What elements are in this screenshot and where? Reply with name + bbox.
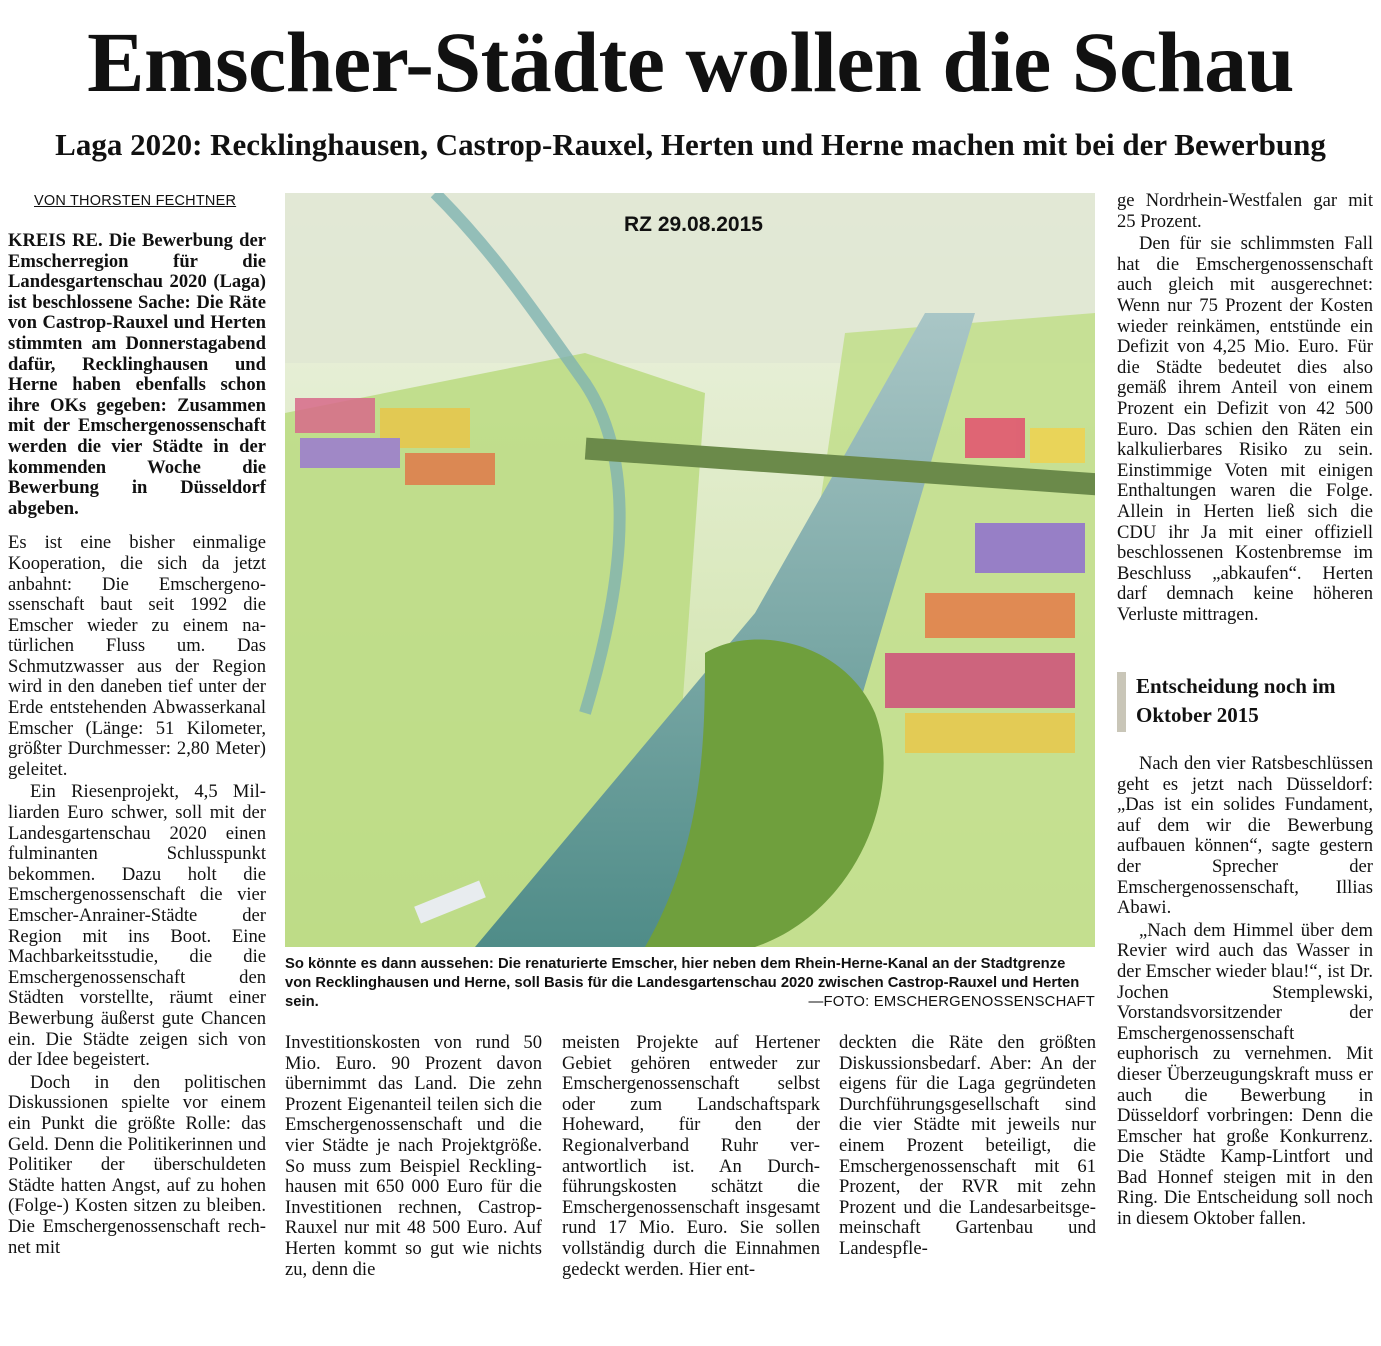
aerial-illustration: [285, 193, 1095, 947]
body-paragraph: „Nach dem Himmel über dem Revier wird auch das Wasser in der Emscher wieder blau!“, ist Dr. Jochen Stemplewski, Vorstandsvorsitzender der Emschergenossenschaft euphorisch zu vernehmen. Mit dieser Überzeugungskraft muss er auch die Bewerbung in Düsseldorf vorbringen: Denn die Emscher hat große Konkurrenz. Die Städte Kamp-Lintfort und Bad Honnef steigen mit in den Ring. Die Entscheidung soll noch in diesem Oktober fallen.: [1117, 919, 1373, 1230]
column-2: [285, 1033, 542, 1282]
body-paragraph: Ein Riesenprojekt, 4,5 Milliarden Euro schwer, soll mit der Landesgartenschau 2020 einen fulminanten Schlusspunkt bekommen. Dazu holt die Emschergenossenschaft die vier Emscher-Anrainer-Städte der Region mit ins Boot. Eine Machbarkeitsstudie, die die Emschergenossenschaft den Städten vorstellte, räumt einer Bewerbung äußerst gute Chancen ein. Die Städte zeigen sich von der Idee begeistert.: [8, 781, 266, 1071]
aerial-photo: [285, 193, 1095, 947]
subheadline: Laga 2020: Recklinghausen, Castrop-Rauxel, Herten und Herne machen mit bei der Bewerbung: [55, 127, 1326, 162]
body-paragraph: Investitionskosten von rund 50 Mio. Euro. 90 Prozent davon übernimmt das Land. Die zehn Prozent Eigenanteil teilen sich die Emschergenossenschaft und die vier Städte je nach Projektgröße. So muss zum Beispiel Recklinghausen mit 650 000 Euro für die Investitionen rechnen, Castrop-Rauxel nur mit 48 500 Euro. Auf Herten kommt so gut wie nichts zu, denn die: [285, 1032, 542, 1280]
section-subhead: Entscheidung noch im Oktober 2015: [1117, 672, 1373, 732]
body-paragraph: Nach den vier Ratsbeschlüssen geht es jetzt nach Düsseldorf: „Das ist ein solides Fundament, auf dem wir die Bewerbung aufbauen können“, sagte gestern der Sprecher der Emschergenossenschaft, Illias Abawi.: [1117, 753, 1373, 919]
body-paragraph: Es ist eine bisher einmalige Kooperation, die sich da jetzt anbahnt: Die Emschergenossenschaft baut seit 1992 die Emscher wieder zu einem natürlichen Fluss um. Das Schmutzwasser aus der Region wird in den daneben tief unter der Erde entstehenden Abwasserkanal Emscher (Länge: 51 Kilometer, größter Durchmesser: 2,80 Meter) geleitet.: [8, 532, 266, 780]
column-1: [8, 231, 266, 1260]
column-5-top: [1117, 191, 1373, 627]
column-5-bottom: [1117, 754, 1373, 1232]
date-stamp: RZ 29.08.2015: [624, 213, 763, 236]
column-3: [562, 1033, 820, 1282]
body-paragraph: deckten die Räte den größten Diskussionsbedarf. Aber: An der eigens für die Laga gegründeten Durchführungsgesellschaft sind die vier Städte mit jeweils nur einem Prozent beteiligt, die Emschergenossenschaft mit 61 Prozent, der RVR mit zehn Prozent und die Landesarbeitsgemeinschaft Gartenbau und Landespfle-: [839, 1032, 1096, 1259]
photo-credit: —FOTO: EMSCHERGENOSSENSCHAFT: [808, 994, 1095, 1010]
body-paragraph: meisten Projekte auf Hertener Gebiet gehören entweder zur Emschergenossenschaft selbst oder zum Landschaftspark Hoheward, für den der Regionalverband Ruhr verantwortlich ist. An Durchführungskosten schätzt die Emschergenossenschaft insgesamt rund 17 Mio. Euro. Sie sollen vollständig durch die Einnahmen gedeckt werden. Hier ent-: [562, 1032, 820, 1280]
photo-caption: [285, 955, 1095, 1012]
body-paragraph: ge Nordrhein-Westfalen gar mit 25 Prozent.: [1117, 190, 1373, 232]
body-paragraph: Den für sie schlimmsten Fall hat die Emschergenossenschaft auch gleich mit ausgerechnet: Wenn nur 75 Prozent der Kosten wieder reinkämen, entstünde ein Defizit von 4,25 Mio. Euro. Für die Städte bedeutet dies also gemäß ihrem Anteil von einem Prozent ein Defizit von 42 500 Euro. Das schien den Räten ein kalkulierbares Risiko zu sein. Einstimmige Voten mit einigen Enthaltungen waren die Folge. Allein in Herten ließ sich die CDU ihr Ja mit einer offiziell beschlossenen Kostenbremse im Beschluss „abkaufen“. Herten darf demnach keine höheren Verluste mittragen.: [1117, 233, 1373, 625]
headline: Emscher-Städte wollen die Schau: [87, 14, 1294, 110]
caption-text: So könnte es dann aussehen: Die renaturierte Emscher, hier neben dem Rhein-Herne-Kanal an der Stadtgrenze von Recklinghausen und Herne, soll Basis für die Landesgartenschau 2020 zwischen Castrop-Rauxel und Herten sein.: [285, 956, 1080, 1010]
body-paragraph: Doch in den politischen Diskussionen spielte vor einem ein Punkt die größte Rolle: das Geld. Denn die Politikerinnen und Politiker der überschuldeten Städte hatten Angst, auf zu hohen (Folge-) Kosten sitzen zu bleiben. Die Emschergenossenschaft rechnet mit: [8, 1071, 266, 1258]
byline: VON THORSTEN FECHTNER: [34, 193, 237, 209]
lead-paragraph: KREIS RE. Die Bewerbung der Emscherregion für die Landesgartenschau 2020 (Laga) ist beschlossene Sache: Die Räte von Castrop-Rauxel und Herten stimmten am Donnerstagabend dafür, Recklinghausen und Herne haben ebenfalls schon ihre OKs gegeben: Zusammen mit der Emschergenossenschaft werden die vier Städte in der kommenden Woche die Bewerbung in Düsseldorf abgeben.: [8, 230, 266, 519]
column-4: [839, 1033, 1096, 1262]
